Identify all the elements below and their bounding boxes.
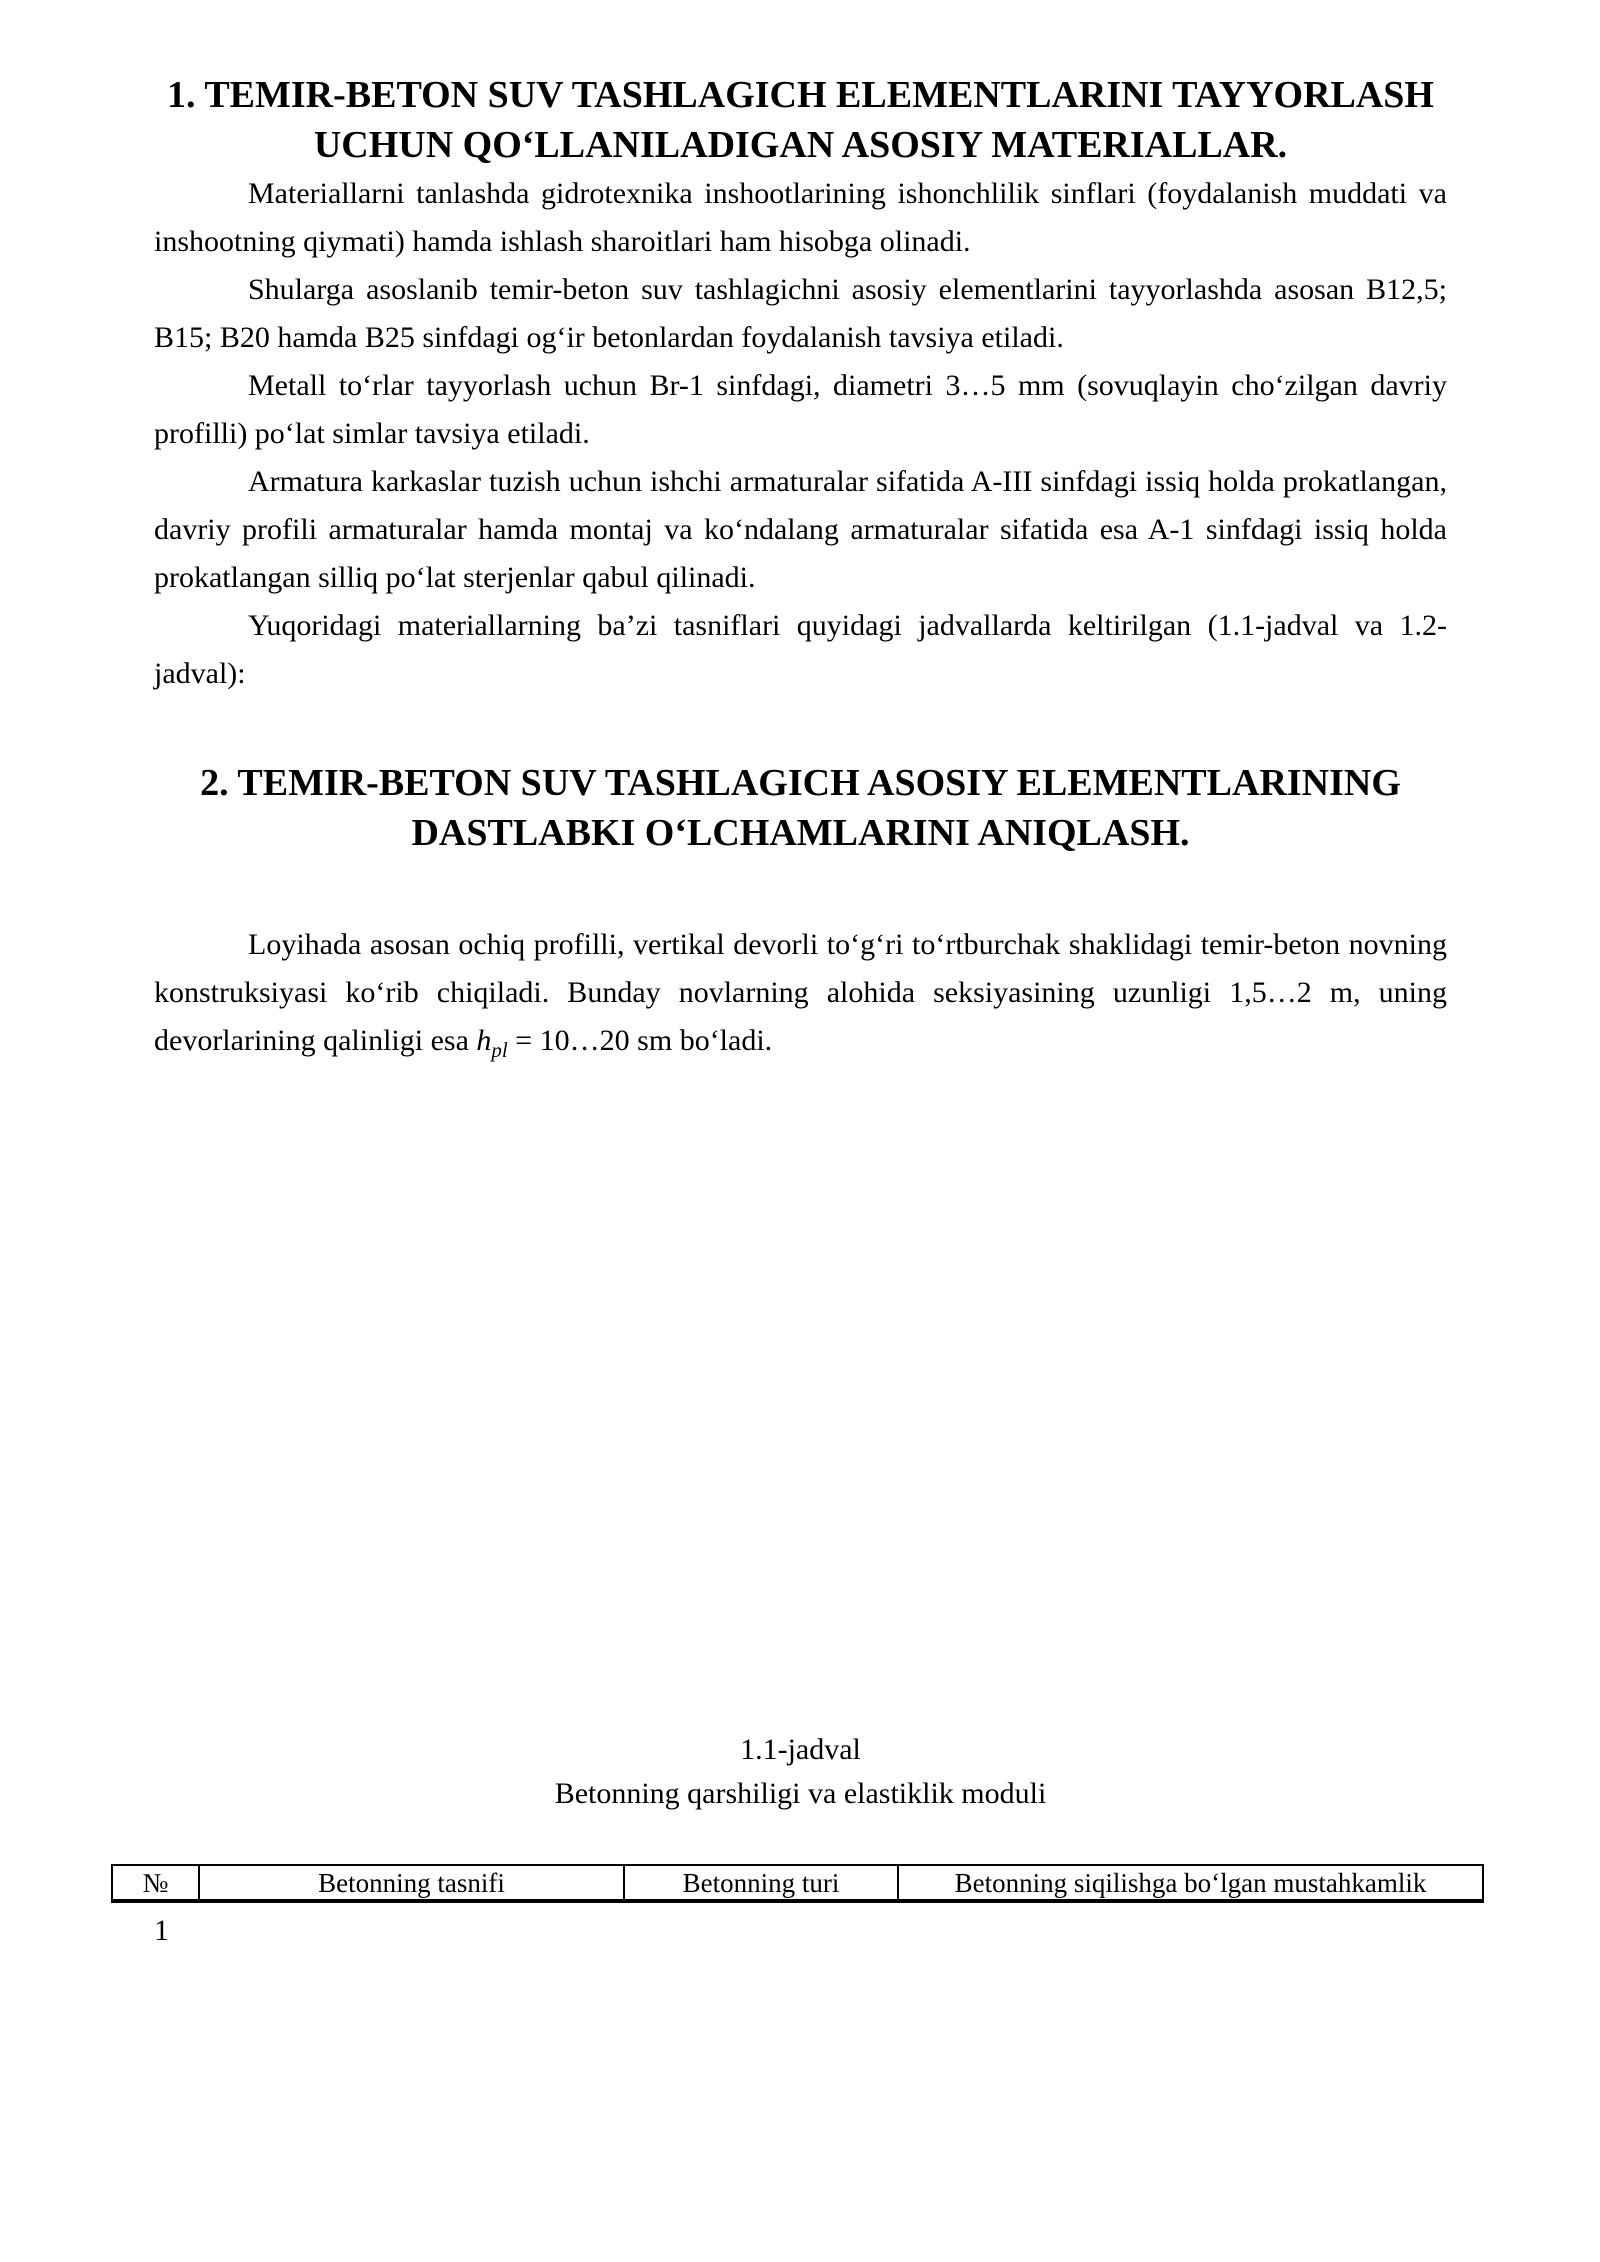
section1-heading-line2: UCHUN QO‘LLANILADIGAN ASOSIY MATERIALLAR.	[313, 124, 1288, 166]
paragraph-concrete-classes: Shularga asoslanib temir-beton suv tashlagichni asosiy elementlarini tayyorlashda asosan B12,5; B15; B20 hamda B25 sinfdagi og‘ir betonlardan foydalanish tavsiya etiladi.	[154, 273, 1447, 354]
section2-heading-line1: 2. TEMIR-BETON SUV TASHLAGICH ASOSIY ELEMENTLARINING	[200, 762, 1401, 804]
table-header-type: Betonning turi	[624, 1865, 898, 1901]
table-caption-title: Betonning qarshiligi va elastiklik moduli	[554, 1777, 1047, 1810]
paragraph-design-text-before: Loyihada asosan ochiq profilli, vertikal devorli to‘g‘ri to‘rtburchak shaklidagi temir-beton novning konstruksiyasi ko‘rib chiqiladi. Bunday novlarning alohida seksiyasining uzunligi 1,5…2 m, uning devorlarining qalinligi esa	[154, 928, 1447, 1057]
paragraph-metal-nets: Metall to‘rlar tayyorlash uchun Br-1 sinfdagi, diametri 3…5 mm (sovuqlayin cho‘zilgan davriy profilli) po‘lat simlar tavsiya etiladi.	[154, 369, 1447, 450]
paragraph-design-text-after: = 10…20 sm bo‘ladi.	[507, 1024, 773, 1057]
table-header-strength: Betonning siqilishga bo‘lgan mustahkamlik	[898, 1865, 1483, 1901]
formula-subscript: pl	[491, 1038, 508, 1062]
paragraph-materials-selection: Materiallarni tanlashda gidrotexnika inshootlarining ishonchlilik sinflari (foydalanish muddati va inshootning qiymati) hamda ishlash sharoitlari ham hisobga olinadi.	[154, 177, 1447, 258]
section2-heading-line2: DASTLABKI O‘LCHAMLARINI ANIQLASH.	[411, 812, 1190, 854]
paragraph-tables-reference: Yuqoridagi materiallarning ba’zi tasniflari quyidagi jadvallarda keltirilgan (1.1-jadval va 1.2-jadval):	[154, 609, 1447, 690]
section1-heading-line1: 1. TEMIR-BETON SUV TASHLAGICH ELEMENTLARINI TAYYORLASH	[167, 74, 1434, 116]
paragraph-armature: Armatura karkaslar tuzish uchun ishchi armaturalar sifatida A-III sinfdagi issiq holda prokatlangan, davriy profili armaturalar hamda montaj va ko‘ndalang armaturalar sifatida esa A-1 sinfdagi issiq holda prokatlangan silliq po‘lat sterjenlar qabul qilinadi.	[154, 465, 1447, 594]
section2-heading	[154, 758, 1447, 858]
table-header-row	[112, 1865, 1483, 1901]
table-header-classification: Betonning tasnifi	[199, 1865, 624, 1901]
table-caption-number: 1.1-jadval	[740, 1733, 861, 1766]
page-number: 1	[154, 1914, 169, 1947]
formula-variable: h	[476, 1024, 492, 1057]
table-header-number: №	[112, 1865, 199, 1901]
table-caption	[154, 1728, 1447, 1816]
concrete-table-wrapper	[111, 1864, 1482, 1903]
paragraph-design-dimensions	[154, 921, 1447, 1074]
concrete-properties-table	[111, 1864, 1484, 1903]
section1-heading	[154, 0, 1447, 170]
